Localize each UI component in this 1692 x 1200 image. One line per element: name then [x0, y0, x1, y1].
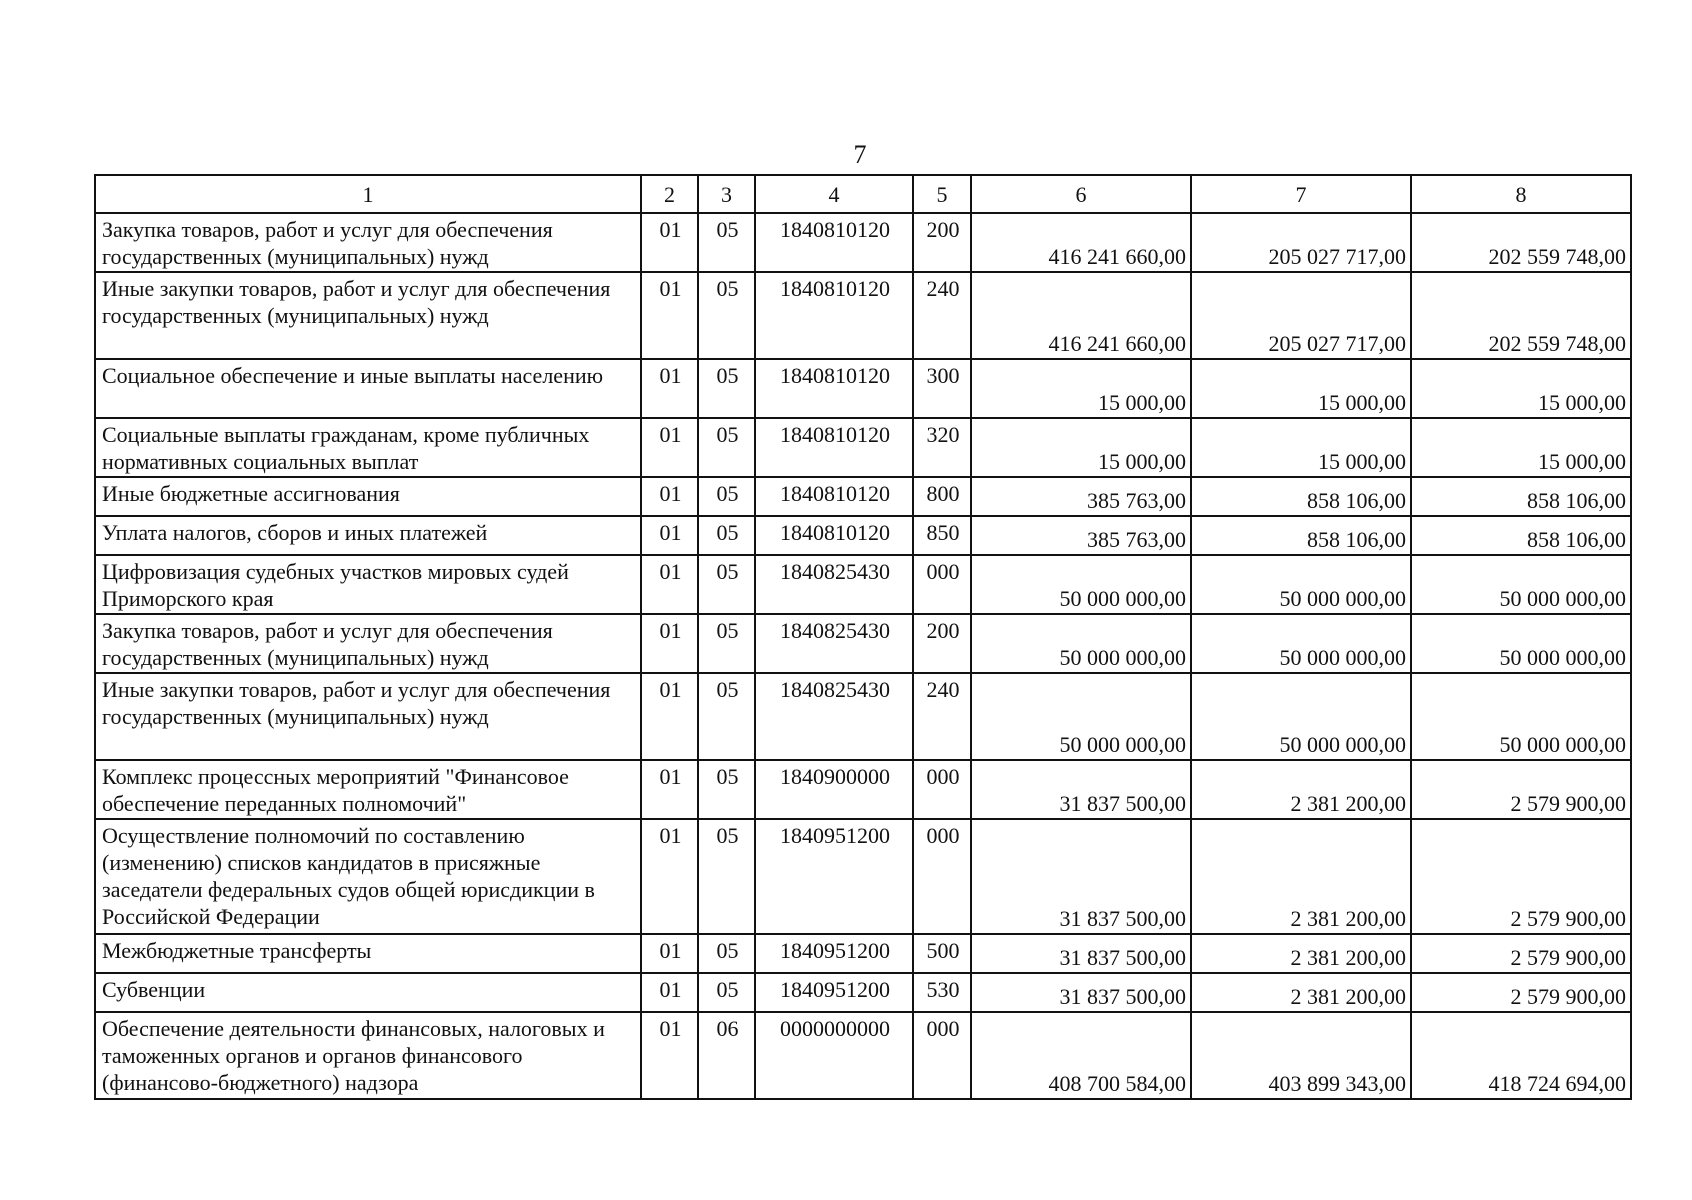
row-amount-7: 15 000,00: [1191, 359, 1411, 418]
row-amount-7: 858 106,00: [1191, 516, 1411, 555]
column-header: 1: [95, 175, 641, 213]
row-amount-6: 31 837 500,00: [971, 760, 1191, 819]
row-subsection: 05: [698, 359, 755, 418]
row-amount-8: 202 559 748,00: [1411, 213, 1631, 272]
row-expense-type: 530: [913, 973, 971, 1012]
row-expense-type: 300: [913, 359, 971, 418]
row-amount-8: 202 559 748,00: [1411, 272, 1631, 359]
row-target-article: 1840810120: [755, 516, 913, 555]
column-header: 6: [971, 175, 1191, 213]
table-row: [95, 555, 1631, 614]
row-amount-6: 385 763,00: [971, 477, 1191, 516]
row-target-article: 1840951200: [755, 819, 913, 934]
row-subsection: 05: [698, 614, 755, 673]
row-amount-8: 2 579 900,00: [1411, 973, 1631, 1012]
row-subsection: 05: [698, 973, 755, 1012]
row-name: Закупка товаров, работ и услуг для обеспечения государственных (муниципальных) нужд: [95, 614, 641, 673]
row-expense-type: 000: [913, 1012, 971, 1099]
row-name: Осуществление полномочий по составлению (изменению) списков кандидатов в присяжные заседатели федеральных судов общей юрисдикции в Российской Федерации: [95, 819, 641, 934]
row-amount-6: 50 000 000,00: [971, 614, 1191, 673]
row-target-article: 1840810120: [755, 477, 913, 516]
column-header: 5: [913, 175, 971, 213]
row-name: Обеспечение деятельности финансовых, налоговых и таможенных органов и органов финансового (финансово-бюджетного) надзора: [95, 1012, 641, 1099]
row-name: Комплекс процессных мероприятий "Финансовое обеспечение переданных полномочий": [95, 760, 641, 819]
row-amount-8: 50 000 000,00: [1411, 614, 1631, 673]
row-amount-7: 2 381 200,00: [1191, 819, 1411, 934]
row-section: 01: [641, 555, 698, 614]
row-section: 01: [641, 213, 698, 272]
row-amount-6: 385 763,00: [971, 516, 1191, 555]
row-subsection: 05: [698, 477, 755, 516]
row-subsection: 05: [698, 516, 755, 555]
row-amount-7: 2 381 200,00: [1191, 973, 1411, 1012]
row-amount-6: 416 241 660,00: [971, 272, 1191, 359]
row-expense-type: 000: [913, 760, 971, 819]
row-amount-8: 15 000,00: [1411, 418, 1631, 477]
row-amount-7: 2 381 200,00: [1191, 934, 1411, 973]
row-section: 01: [641, 819, 698, 934]
row-name: Уплата налогов, сборов и иных платежей: [95, 516, 641, 555]
row-section: 01: [641, 359, 698, 418]
row-section: 01: [641, 272, 698, 359]
row-amount-7: 2 381 200,00: [1191, 760, 1411, 819]
row-target-article: 1840810120: [755, 418, 913, 477]
row-expense-type: 800: [913, 477, 971, 516]
row-target-article: 1840810120: [755, 359, 913, 418]
row-name: Иные закупки товаров, работ и услуг для обеспечения государственных (муниципальных) нужд: [95, 272, 641, 359]
row-name: Социальные выплаты гражданам, кроме публичных нормативных социальных выплат: [95, 418, 641, 477]
column-header: 3: [698, 175, 755, 213]
table-row: [95, 213, 1631, 272]
row-expense-type: 200: [913, 213, 971, 272]
row-expense-type: 500: [913, 934, 971, 973]
row-amount-6: 416 241 660,00: [971, 213, 1191, 272]
row-amount-7: 205 027 717,00: [1191, 272, 1411, 359]
row-amount-6: 31 837 500,00: [971, 934, 1191, 973]
table-row: [95, 418, 1631, 477]
row-section: 01: [641, 760, 698, 819]
row-section: 01: [641, 516, 698, 555]
table-row: [95, 973, 1631, 1012]
row-target-article: 1840810120: [755, 213, 913, 272]
row-section: 01: [641, 418, 698, 477]
row-name: Социальное обеспечение и иные выплаты населению: [95, 359, 641, 418]
row-target-article: 1840825430: [755, 614, 913, 673]
budget-table: [94, 174, 1632, 1100]
row-target-article: 1840810120: [755, 272, 913, 359]
row-target-article: 0000000000: [755, 1012, 913, 1099]
row-subsection: 06: [698, 1012, 755, 1099]
page-number: 7: [853, 140, 867, 169]
row-amount-8: 50 000 000,00: [1411, 555, 1631, 614]
row-amount-7: 15 000,00: [1191, 418, 1411, 477]
row-subsection: 05: [698, 418, 755, 477]
table-row: [95, 477, 1631, 516]
row-name: Закупка товаров, работ и услуг для обеспечения государственных (муниципальных) нужд: [95, 213, 641, 272]
row-expense-type: 850: [913, 516, 971, 555]
row-amount-8: 418 724 694,00: [1411, 1012, 1631, 1099]
row-amount-6: 31 837 500,00: [971, 973, 1191, 1012]
row-amount-6: 31 837 500,00: [971, 819, 1191, 934]
table-row: [95, 614, 1631, 673]
row-section: 01: [641, 1012, 698, 1099]
row-subsection: 05: [698, 213, 755, 272]
row-name: Цифровизация судебных участков мировых судей Приморского края: [95, 555, 641, 614]
row-target-article: 1840825430: [755, 673, 913, 760]
row-section: 01: [641, 973, 698, 1012]
row-amount-8: 858 106,00: [1411, 516, 1631, 555]
row-name: Межбюджетные трансферты: [95, 934, 641, 973]
row-expense-type: 000: [913, 819, 971, 934]
row-target-article: 1840900000: [755, 760, 913, 819]
table-row: [95, 760, 1631, 819]
row-amount-8: 15 000,00: [1411, 359, 1631, 418]
table-row: [95, 819, 1631, 934]
column-header: 2: [641, 175, 698, 213]
row-name: Иные бюджетные ассигнования: [95, 477, 641, 516]
row-amount-6: 15 000,00: [971, 359, 1191, 418]
column-header: 8: [1411, 175, 1631, 213]
row-expense-type: 000: [913, 555, 971, 614]
row-subsection: 05: [698, 673, 755, 760]
header-row: [95, 175, 1631, 213]
row-subsection: 05: [698, 555, 755, 614]
row-amount-6: 50 000 000,00: [971, 555, 1191, 614]
table-row: [95, 934, 1631, 973]
row-subsection: 05: [698, 760, 755, 819]
column-header: 7: [1191, 175, 1411, 213]
table-row: [95, 516, 1631, 555]
row-section: 01: [641, 934, 698, 973]
row-subsection: 05: [698, 819, 755, 934]
table-row: [95, 359, 1631, 418]
row-amount-7: 50 000 000,00: [1191, 673, 1411, 760]
row-section: 01: [641, 614, 698, 673]
row-amount-7: 50 000 000,00: [1191, 555, 1411, 614]
table-row: [95, 272, 1631, 359]
column-header: 4: [755, 175, 913, 213]
row-amount-7: 205 027 717,00: [1191, 213, 1411, 272]
row-subsection: 05: [698, 272, 755, 359]
row-amount-8: 2 579 900,00: [1411, 819, 1631, 934]
row-amount-6: 50 000 000,00: [971, 673, 1191, 760]
row-amount-7: 403 899 343,00: [1191, 1012, 1411, 1099]
row-section: 01: [641, 673, 698, 760]
row-name: Иные закупки товаров, работ и услуг для обеспечения государственных (муниципальных) нужд: [95, 673, 641, 760]
row-subsection: 05: [698, 934, 755, 973]
row-amount-6: 408 700 584,00: [971, 1012, 1191, 1099]
row-expense-type: 240: [913, 673, 971, 760]
row-amount-8: 2 579 900,00: [1411, 760, 1631, 819]
row-name: Субвенции: [95, 973, 641, 1012]
row-section: 01: [641, 477, 698, 516]
row-amount-6: 15 000,00: [971, 418, 1191, 477]
row-amount-8: 858 106,00: [1411, 477, 1631, 516]
row-expense-type: 240: [913, 272, 971, 359]
row-target-article: 1840825430: [755, 555, 913, 614]
row-amount-8: 2 579 900,00: [1411, 934, 1631, 973]
row-amount-8: 50 000 000,00: [1411, 673, 1631, 760]
table-row: [95, 1012, 1631, 1099]
row-target-article: 1840951200: [755, 973, 913, 1012]
row-amount-7: 50 000 000,00: [1191, 614, 1411, 673]
table-row: [95, 673, 1631, 760]
row-target-article: 1840951200: [755, 934, 913, 973]
row-expense-type: 320: [913, 418, 971, 477]
row-amount-7: 858 106,00: [1191, 477, 1411, 516]
row-expense-type: 200: [913, 614, 971, 673]
